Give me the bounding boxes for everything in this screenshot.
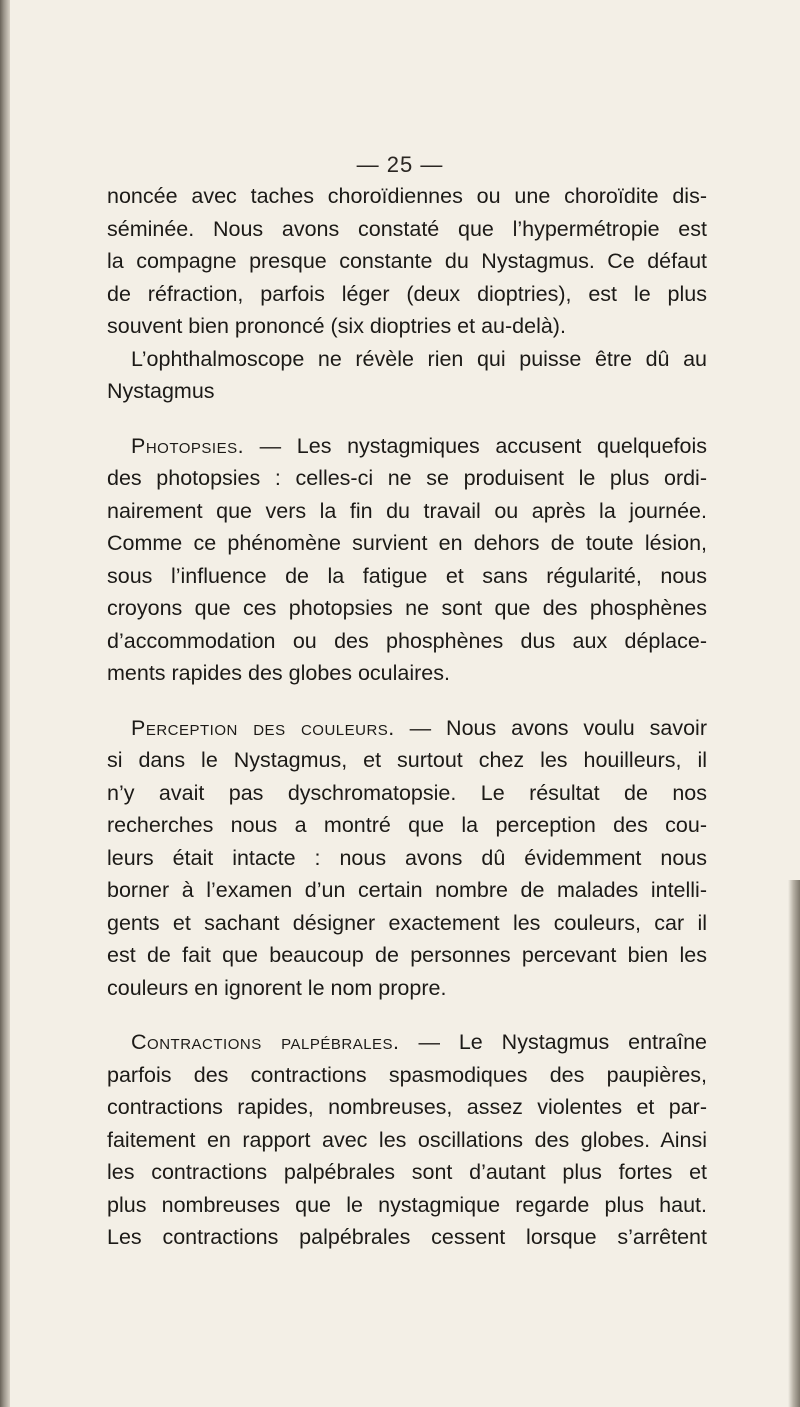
section-heading-contractions-palpebrales: Contractions palpébrales. [131, 1030, 400, 1054]
section-heading-perception-couleurs: Perception des couleurs. [131, 715, 395, 740]
text-line: ments rapides des globes oculaires. [107, 661, 450, 685]
text-line: recherches nous a montré que la perception des cou- [107, 813, 707, 837]
text-line: noncée avec taches choroïdiennes ou une choroïdite dis- [107, 184, 707, 208]
text-line: contractions rapides, nombreuses, assez violentes et par- [107, 1095, 707, 1119]
text-line: est de fait que beaucoup de personnes percevant bien les [107, 943, 707, 967]
text-line: borner à l’examen d’un certain nombre de malades intelli- [107, 878, 707, 902]
paragraph-hypermetropie [107, 180, 707, 343]
text-line: plus nombreuses que le nystagmique regarde plus haut. [107, 1192, 707, 1217]
text-line: séminée. Nous avons constaté que l’hypermétropie est [107, 216, 707, 241]
text-line [107, 712, 707, 745]
text-line: si dans le Nystagmus, et surtout chez les houilleurs, il [107, 748, 707, 772]
text-line [107, 430, 707, 463]
text-line: couleurs en ignorent le nom propre. [107, 975, 447, 1000]
text-line-rest: — Le Nystagmus entraîne [399, 1030, 708, 1054]
text-line: de réfraction, parfois léger (deux dioptries), est le plus [107, 281, 707, 306]
section-perception-couleurs [107, 712, 707, 1005]
text-line: la compagne presque constante du Nystagmus. Ce défaut [107, 249, 707, 273]
text-line [107, 1026, 707, 1059]
text-line: gents et sachant désigner exactement les couleurs, car il [107, 910, 707, 935]
text-line: les contractions palpébrales sont d’autant plus fortes et [107, 1160, 707, 1184]
text-line: nairement que vers la fin du travail ou après la journée. [107, 498, 707, 523]
text-line: Les contractions palpébrales cessent lorsque s’arrêtent [107, 1225, 707, 1249]
text-line: d’accommodation ou des phosphènes dus aux déplace- [107, 628, 707, 653]
text-line: L’ophthalmoscope ne révèle rien qui puisse être dû au [131, 346, 707, 371]
body-text [107, 180, 707, 1254]
scan-edge-shadow [788, 880, 800, 1407]
section-heading-photopsies: Photopsies. [131, 433, 245, 458]
text-line: faitement en rapport avec les oscillations des globes. Ainsi [107, 1127, 707, 1152]
text-line-rest: — Nous avons voulu savoir [394, 715, 707, 740]
text-line: Nystagmus [107, 379, 215, 403]
text-line-rest: — Les nystagmiques accusent quelquefois [244, 433, 707, 458]
page-number: — 25 — [356, 152, 444, 177]
section-photopsies [107, 430, 707, 690]
section-contractions-palpebrales [107, 1026, 707, 1254]
text-line: des photopsies : celles-ci ne se produisent le plus ordi- [107, 466, 707, 490]
text-line: croyons que ces photopsies ne sont que des phosphènes [107, 596, 707, 620]
text-line: souvent bien prononcé (six dioptries et au-delà). [107, 314, 566, 338]
text-line: parfois des contractions spasmodiques des paupières, [107, 1062, 707, 1087]
text-line: n’y avait pas dyschromatopsie. Le résultat de nos [107, 780, 707, 805]
text-line: sous l’influence de la fatigue et sans régularité, nous [107, 563, 707, 588]
scan-binding-shadow [0, 0, 10, 1407]
text-line: Comme ce phénomène survient en dehors de toute lésion, [107, 531, 707, 555]
paragraph-ophthalmoscope [107, 343, 707, 408]
text-line: leurs était intacte : nous avons dû évidemment nous [107, 845, 707, 870]
